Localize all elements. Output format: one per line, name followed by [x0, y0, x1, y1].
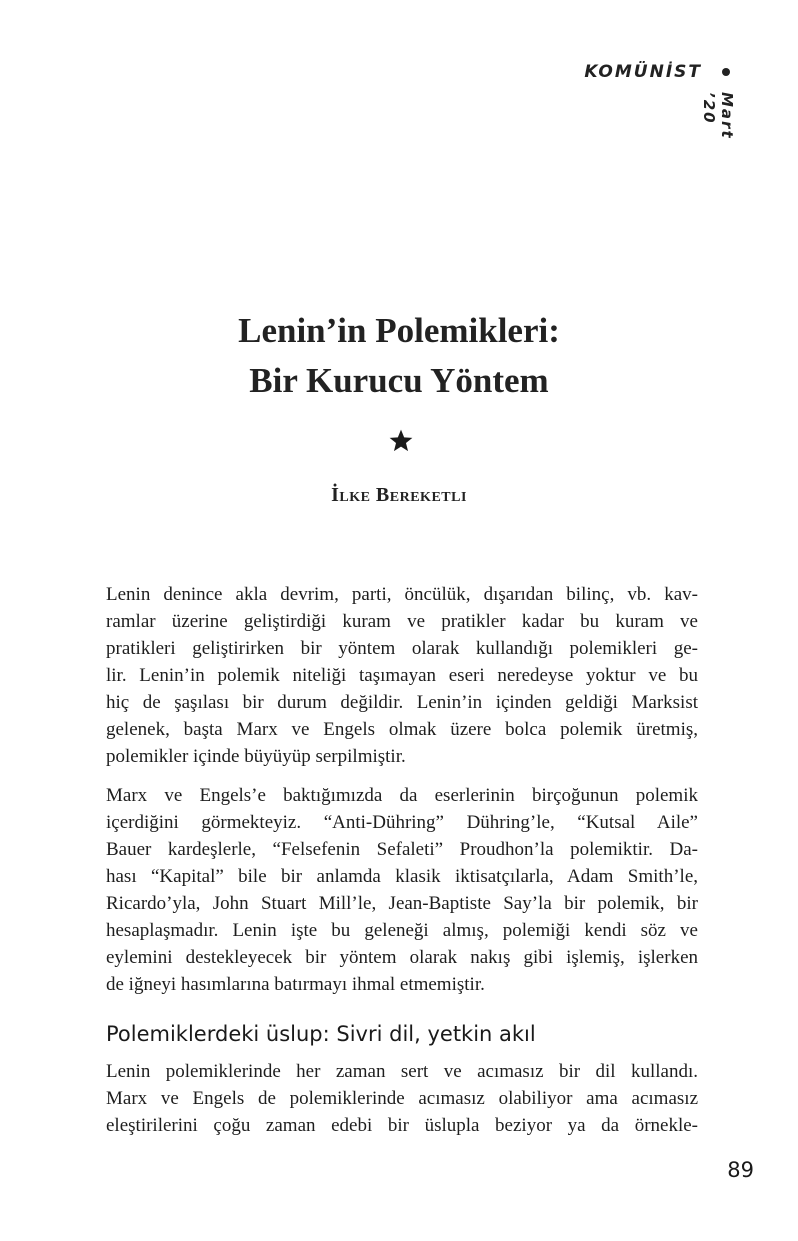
title-line: Bir Kurucu Yöntem	[249, 361, 549, 400]
text-line: hesaplaşmadır. Lenin işte bu geleneği almış, polemiği kendi söz ve	[106, 920, 698, 941]
running-header	[582, 58, 742, 178]
text-line: de iğneyi hasımlarına batırmayı ihmal etmemiştir.	[106, 974, 485, 995]
text-line: lir. Lenin’in polemik niteliği taşımayan eseri neredeyse yoktur ve bu	[106, 665, 698, 686]
text-line: eylemini destekleyecek bir yöntem olarak nakış gibi işlemiş, işlerken	[106, 947, 698, 968]
bullet-separator	[722, 68, 730, 76]
text-line: hiç de şaşılası bir durum değildir. Lenin’in içinden geldiği Marksist	[106, 692, 698, 713]
text-line: Bauer kardeşlerle, “Felsefenin Sefaleti” Proudhon’la polemiktir. Da-	[106, 839, 698, 860]
text-line: hası “Kapital” bile bir anlamda klasik iktisatçılarla, Adam Smith’le,	[106, 866, 698, 887]
text-line: pratikleri geliştirirken bir yöntem olarak kullandığı polemikleri ge-	[106, 638, 698, 659]
text-line: içerdiğini görmekteyiz. “Anti-Dühring” Dühring’le, “Kutsal Aile”	[106, 812, 698, 833]
section-heading: Polemiklerdeki üslup: Sivri dil, yetkin akıl	[106, 1022, 536, 1046]
text-line: Ricardo’yla, John Stuart Mill’le, Jean-Baptiste Say’la bir polemik, bir	[106, 893, 698, 914]
author-name: İlke Bereketli	[331, 484, 467, 506]
text-line: Lenin polemiklerinde her zaman sert ve acımasız bir dil kullandı.	[106, 1061, 698, 1082]
paragraph	[106, 1058, 698, 1139]
article-title	[0, 306, 798, 406]
issue-date: Mart ’20	[700, 92, 736, 140]
title-line: Lenin’in Polemikleri:	[238, 311, 560, 350]
journal-name: KOMÜNİST	[584, 62, 702, 82]
text-line: Marx ve Engels’e baktığımızda da eserlerinin birçoğunun polemik	[106, 785, 698, 806]
paragraph	[106, 581, 698, 770]
text-line: Marx ve Engels de polemiklerinde acımasız olabiliyor ama acımasız	[106, 1088, 698, 1109]
star-icon	[388, 428, 414, 454]
text-line: ramlar üzerine geliştirdiği kuram ve pratikler kadar bu kuram ve	[106, 611, 698, 632]
text-line: eleştirilerini çoğu zaman edebi bir üslupla beziyor ya da örnekle-	[106, 1115, 698, 1136]
text-line: gelenek, başta Marx ve Engels olmak üzere bolca polemik üretmiş,	[106, 719, 698, 740]
text-line: Lenin denince akla devrim, parti, öncülük, dışarıdan bilinç, vb. kav-	[106, 584, 698, 605]
text-line: polemikler içinde büyüyüp serpilmiştir.	[106, 746, 406, 767]
page-number: 89	[727, 1158, 754, 1182]
paragraph	[106, 782, 698, 998]
